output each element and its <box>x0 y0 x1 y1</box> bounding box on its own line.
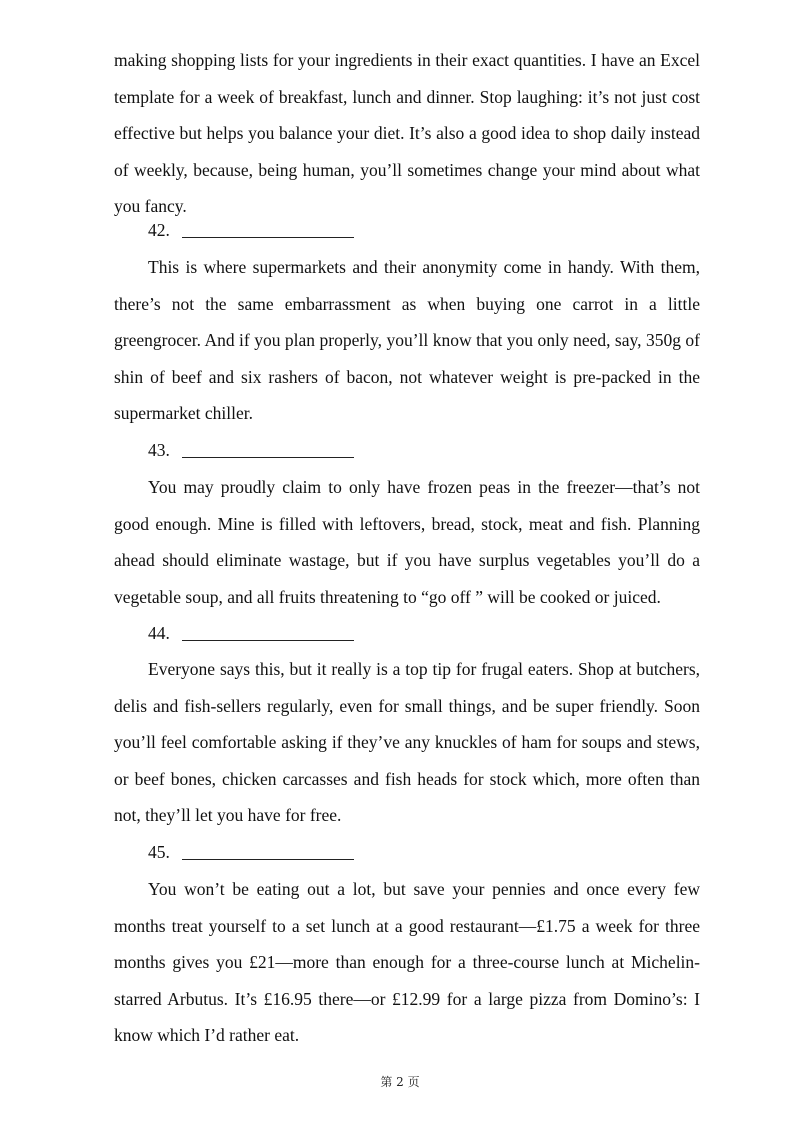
paragraph-supermarkets: This is where supermarkets and their anonymity come in handy. With them, there’s not the same embarrassment as when buying one carrot in a little greengrocer. And if you plan properly, you’ll know that you only need, say, 350g of shin of beef and six rashers of bacon, not whatever weight is pre-packed in the supermarket chiller. <box>114 257 700 424</box>
page-number-footer: 第 2 页 <box>380 1075 420 1089</box>
paragraph-shopping-lists: making shopping lists for your ingredients in their exact quantities. I have an Excel template for a week of breakfast, lunch and dinner. Stop laughing: it’s not just cost effective but helps you balance your diet. It’s also a good idea to shop daily instead of weekly, because, being human, you’ll sometimes change your mind about what you fancy. <box>114 50 700 217</box>
paragraph-butchers: Everyone says this, but it really is a top tip for frugal eaters. Shop at butchers, delis and fish-sellers regularly, even for small things, and be super friendly. Soon you’ll feel comfortable asking if they’ve any knuckles of ham for soups and stews, or beef bones, chicken carcasses and fish heads for stock which, more often than not, they’ll let you have for free. <box>114 659 700 826</box>
paragraph-eating-out: You won’t be eating out a lot, but save your pennies and once every few months treat yourself to a set lunch at a good restaurant—£1.75 a week for three months gives you £21—more than enough for a three-course lunch at Michelin-starred Arbutus. It’s £16.95 there—or £12.99 for a large pizza from Domino’s: I know which I’d rather eat. <box>114 879 700 1046</box>
question-44 <box>148 615 354 652</box>
answer-blank[interactable] <box>182 456 354 458</box>
paragraph-freezer: You may proudly claim to only have frozen peas in the freezer—that’s not good enough. Mine is filled with leftovers, bread, stock, meat and fish. Planning ahead should eliminate wastage, but if you have surplus vegetables you’ll do a vegetable soup, and all fruits threatening to “go off ” will be cooked or juiced. <box>114 477 700 607</box>
answer-blank[interactable] <box>182 236 354 238</box>
question-43 <box>148 432 354 469</box>
answer-blank[interactable] <box>182 858 354 860</box>
answer-blank[interactable] <box>182 639 354 641</box>
question-number: 43. <box>148 440 170 460</box>
question-number: 42. <box>148 220 170 240</box>
question-45 <box>148 834 354 871</box>
question-number: 44. <box>148 623 170 643</box>
question-number: 45. <box>148 842 170 862</box>
question-42 <box>148 212 354 249</box>
